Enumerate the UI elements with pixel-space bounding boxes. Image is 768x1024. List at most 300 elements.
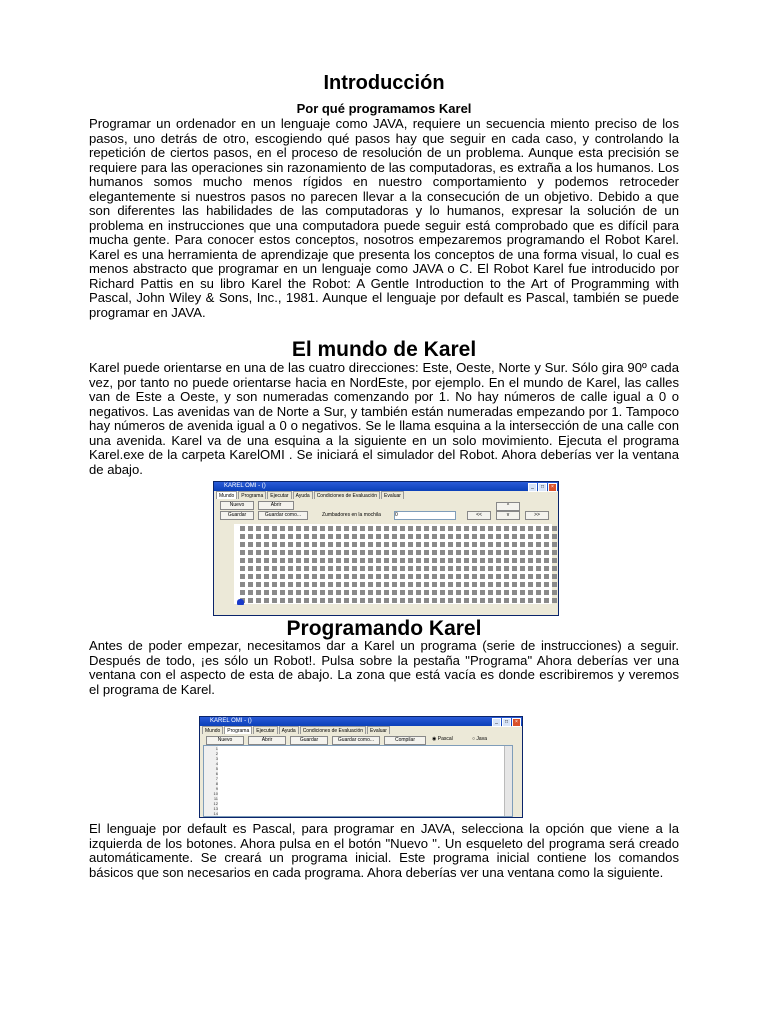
grid-corner [512,574,517,579]
grid-corner [328,526,333,531]
window-title-2: KAREL OMI - () [210,718,252,724]
grid-corner [392,534,397,539]
grid-corner [240,574,245,579]
grid-corner [512,566,517,571]
grid-corner [264,542,269,547]
grid-corner [440,574,445,579]
grid-corner [264,582,269,587]
grid-corner [280,534,285,539]
minimize-icon[interactable]: _ [492,718,501,727]
grid-corner [288,550,293,555]
grid-corner [320,582,325,587]
grid-corner [456,526,461,531]
grid-corner [360,558,365,563]
grid-corner [448,526,453,531]
grid-corner [408,542,413,547]
grid-corner [432,590,437,595]
tab-programa-2[interactable]: Programa [224,726,252,734]
grid-corner [272,566,277,571]
grid-corner [416,566,421,571]
grid-corner [296,550,301,555]
grid-corner [344,558,349,563]
grid-corner [392,598,397,603]
grid-corner [520,550,525,555]
grid-corner [440,542,445,547]
grid-corner [504,574,509,579]
grid-corner [280,566,285,571]
grid-corner [480,526,485,531]
program-toolbar [200,735,522,744]
grid-corner [272,582,277,587]
java-radio[interactable]: ○ Java [472,736,487,742]
next-button[interactable]: >> [525,511,549,520]
grid-corner [448,582,453,587]
up-button[interactable]: ^ [496,502,520,511]
grid-corner [376,550,381,555]
line-number: 7 [215,776,218,781]
line-number: 11 [213,796,218,801]
grid-corner [536,550,541,555]
tab-ejecutar-2[interactable]: Ejecutar [253,726,277,734]
grid-corner [464,526,469,531]
grid-corner [544,534,549,539]
grid-corner [280,598,285,603]
grid-corner [448,566,453,571]
close-icon[interactable]: × [512,718,521,727]
grid-corner [400,598,405,603]
grid-corner [440,582,445,587]
grid-corner [504,590,509,595]
grid-corner [504,534,509,539]
grid-corner [496,534,501,539]
close-icon[interactable]: × [548,483,557,492]
grid-corner [512,534,517,539]
grid-corner [448,598,453,603]
grid-corner [272,526,277,531]
grid-corner [416,574,421,579]
grid-corner [248,534,253,539]
grid-corner [344,550,349,555]
guardar-como-button-2[interactable]: Guardar como... [332,736,380,745]
tab-condiciones[interactable]: Condiciones de Evaluación [314,491,380,499]
grid-corner [368,542,373,547]
grid-corner [320,558,325,563]
grid-corner [280,582,285,587]
grid-corner [472,534,477,539]
grid-corner [384,566,389,571]
grid-corner [240,526,245,531]
grid-corner [320,534,325,539]
grid-corner [536,574,541,579]
grid-corner [336,582,341,587]
grid-corner [264,566,269,571]
grid-corner [408,582,413,587]
prev-button[interactable]: << [467,511,491,520]
grid-corner [424,542,429,547]
grid-corner [280,526,285,531]
grid-corner [304,590,309,595]
section-title-introduccion: Introducción [323,72,445,94]
grid-corner [552,526,557,531]
grid-corner [296,558,301,563]
tab-condiciones-2[interactable]: Condiciones de Evaluación [300,726,366,734]
grid-corner [344,574,349,579]
grid-corner [336,534,341,539]
grid-corner [456,566,461,571]
window-title: KAREL OMI - () [224,483,266,489]
grid-corner [352,526,357,531]
grid-corner [288,534,293,539]
grid-corner [456,542,461,547]
maximize-icon[interactable]: □ [502,718,511,727]
grid-corner [472,566,477,571]
grid-corner [480,574,485,579]
maximize-icon[interactable]: □ [538,483,547,492]
tab-ayuda-2[interactable]: Ayuda [279,726,299,734]
grid-corner [528,550,533,555]
grid-corner [296,566,301,571]
grid-corner [520,526,525,531]
grid-corner [424,590,429,595]
grid-corner [280,550,285,555]
grid-corner [512,526,517,531]
grid-corner [528,598,533,603]
grid-corner [488,542,493,547]
abrir-button[interactable]: Abrir [258,501,294,510]
grid-corner [344,582,349,587]
grid-corner [360,574,365,579]
editor-scrollbar[interactable] [504,746,512,816]
grid-corner [368,534,373,539]
grid-corner [264,590,269,595]
grid-corner [376,542,381,547]
grid-corner [272,558,277,563]
grid-corner [424,550,429,555]
grid-corner [552,590,557,595]
grid-corner [256,590,261,595]
grid-corner [240,582,245,587]
grid-corner [424,534,429,539]
grid-corner [328,582,333,587]
grid-corner [488,590,493,595]
minimize-icon[interactable]: _ [528,483,537,492]
grid-corner [352,550,357,555]
tab-programa[interactable]: Programa [238,491,266,499]
line-number: 4 [215,761,218,766]
grid-corner [344,542,349,547]
grid-corner [552,582,557,587]
grid-corner [456,574,461,579]
grid-corner [264,574,269,579]
grid-corner [256,526,261,531]
paragraph-programando-2: El lenguaje por default es Pascal, para programar en JAVA, selecciona la opción que viene a la izquierda de los botones. Ahora pulsa en el botón "Nuevo ". Un esqueleto del programa será creado automáticamente. Se creará un programa inicial. Este programa inicial contiene los comandos básicos que son necesarios en cada programa. Ahora deberías ver una ventana como la siguiente. [89,821,679,880]
grid-corner [248,550,253,555]
grid-corner [272,598,277,603]
grid-corner [328,598,333,603]
grid-corner [272,534,277,539]
grid-corner [416,542,421,547]
grid-corner [240,590,245,595]
grid-corner [272,590,277,595]
grid-corner [432,526,437,531]
grid-corner [384,526,389,531]
grid-corner [296,534,301,539]
grid-corner [400,558,405,563]
tab-evaluar[interactable]: Evaluar [381,491,404,499]
grid-corner [288,598,293,603]
grid-corner [512,550,517,555]
grid-corner [536,542,541,547]
grid-corner [472,598,477,603]
grid-corner [344,598,349,603]
world-grid[interactable] [234,524,552,604]
grid-corner [456,558,461,563]
paragraph-mundo: Karel puede orientarse en una de las cuatro direcciones: Este, Oeste, Norte y Sur. Sólo gira 90º cada vez, por tanto no puede orientarse hacia en NordEste, por ejemplo. En el mundo de Karel, las calles van de Este a Oeste, y son numeradas comenzando por 1. No hay números de calle igual a 0 o negativos. Las avenidas van de Norte a Sur, y también están numeradas empezando por 1. Tampoco hay números de avenida igual a 0 o negativos. Se le llama esquina a la intersección de una calle con una avenida. Karel va de una esquina a la siguiente en un solo movimiento. Ejecuta el programa Karel.exe de la carpeta KarelOMI . Se iniciará el simulador del Robot. Ahora deberías ver la ventana de abajo. [89,360,679,477]
grid-corner [336,566,341,571]
grid-corner [336,526,341,531]
grid-corner [384,558,389,563]
grid-corner [296,526,301,531]
grid-corner [336,574,341,579]
grid-corner [448,558,453,563]
grid-corner [400,574,405,579]
grid-corner [352,590,357,595]
grid-corner [320,574,325,579]
abrir-button-2[interactable]: Abrir [248,736,286,745]
grid-corner [512,558,517,563]
grid-corner [328,534,333,539]
grid-corner [496,598,501,603]
grid-corner [256,598,261,603]
grid-corner [256,550,261,555]
grid-corner [520,598,525,603]
grid-corner [296,582,301,587]
grid-corner [464,542,469,547]
grid-corner [408,590,413,595]
grid-corner [480,534,485,539]
grid-corner [472,590,477,595]
grid-corner [328,558,333,563]
grid-corner [320,590,325,595]
grid-corner [376,598,381,603]
grid-corner [544,550,549,555]
grid-corner [432,566,437,571]
guardar-button-2[interactable]: Guardar [290,736,328,745]
grid-corner [344,534,349,539]
grid-corner [448,550,453,555]
grid-corner [392,574,397,579]
karel-program-screenshot [199,716,523,818]
grid-corner [520,590,525,595]
zumbadores-input[interactable]: 0 [394,511,456,520]
grid-corner [384,582,389,587]
grid-corner [448,534,453,539]
grid-corner [536,558,541,563]
grid-corner [288,526,293,531]
grid-corner [392,558,397,563]
grid-corner [248,582,253,587]
grid-corner [320,566,325,571]
grid-corner [504,526,509,531]
grid-corner [296,574,301,579]
grid-corner [424,526,429,531]
grid-corner [408,574,413,579]
down-button[interactable]: v [496,511,520,520]
grid-corner [536,534,541,539]
grid-corner [480,550,485,555]
grid-corner [464,574,469,579]
grid-corner [528,566,533,571]
grid-corner [384,598,389,603]
tab-ayuda[interactable]: Ayuda [293,491,313,499]
grid-corner [312,590,317,595]
grid-corner [312,550,317,555]
grid-corner [376,574,381,579]
line-number: 10 [213,791,218,796]
grid-corner [264,558,269,563]
line-number: 8 [215,781,218,786]
grid-corner [472,582,477,587]
grid-corner [544,574,549,579]
grid-corner [336,598,341,603]
grid-corner [344,566,349,571]
grid-corner [408,558,413,563]
grid-corner [496,582,501,587]
paragraph-programando: Antes de poder empezar, necesitamos dar a Karel un programa (serie de instrucciones) a seguir. Después de todo, ¡es sólo un Robot!. Pulsa sobre la pestaña "Programa" Ahora deberías ver una ventana con el aspecto de esta de abajo. La zona que está vacía es donde escribiremos y veremos el programa de Karel. [89,638,679,697]
grid-corner [312,542,317,547]
karel-world-screenshot [213,481,559,616]
guardar-button[interactable]: Guardar [220,511,254,520]
nuevo-button-2[interactable]: Nuevo [206,736,244,745]
grid-corner [544,542,549,547]
grid-corner [248,566,253,571]
line-number: 1 [215,746,218,751]
grid-corner [544,558,549,563]
grid-corner [336,590,341,595]
grid-corner [464,566,469,571]
grid-corner [440,534,445,539]
grid-corner [352,574,357,579]
grid-corner [240,534,245,539]
grid-corner [504,558,509,563]
grid-corner [408,550,413,555]
grid-corner [240,542,245,547]
grid-corner [352,558,357,563]
grid-corner [416,582,421,587]
tab-mundo[interactable]: Mundo [216,491,237,499]
grid-corner [320,550,325,555]
grid-corner [304,566,309,571]
grid-corner [248,558,253,563]
grid-corner [552,598,557,603]
grid-corner [528,526,533,531]
tab-ejecutar[interactable]: Ejecutar [267,491,291,499]
grid-corner [424,558,429,563]
grid-corner [416,590,421,595]
guardar-como-button[interactable]: Guardar como... [258,511,308,520]
grid-corner [272,550,277,555]
line-number: 6 [215,771,218,776]
grid-corner [312,534,317,539]
grid-corner [440,526,445,531]
grid-corner [400,526,405,531]
line-number: 9 [215,786,218,791]
grid-corner [496,550,501,555]
section-title-programando: Programando Karel [286,617,482,640]
grid-corner [432,542,437,547]
line-number: 12 [213,801,218,806]
grid-corner [264,550,269,555]
grid-corner [384,590,389,595]
grid-corner [304,598,309,603]
grid-corner [400,550,405,555]
window-titlebar-2 [200,717,522,726]
grid-corner [432,582,437,587]
compilar-button[interactable]: Compilar [384,736,426,745]
grid-corner [328,574,333,579]
grid-corner [424,598,429,603]
grid-corner [400,582,405,587]
grid-corner [552,558,557,563]
grid-corner [368,598,373,603]
grid-corner [384,534,389,539]
subtitle-por-que: Por qué programamos Karel [296,101,472,116]
grid-corner [536,598,541,603]
grid-corner [400,542,405,547]
grid-corner [384,542,389,547]
program-editor[interactable] [203,745,513,817]
grid-corner [504,550,509,555]
section-title-mundo: El mundo de Karel [291,338,477,361]
grid-corner [304,550,309,555]
tab-mundo-2[interactable]: Mundo [202,726,223,734]
grid-corner [504,598,509,603]
grid-corner [304,534,309,539]
grid-corner [296,590,301,595]
grid-corner [360,550,365,555]
tab-evaluar-2[interactable]: Evaluar [367,726,390,734]
grid-corner [416,526,421,531]
grid-corner [280,558,285,563]
grid-corner [472,550,477,555]
grid-corner [256,534,261,539]
grid-corner [488,598,493,603]
grid-corner [400,590,405,595]
grid-corner [416,558,421,563]
grid-corner [464,558,469,563]
nuevo-button[interactable]: Nuevo [220,501,254,510]
grid-corner [488,566,493,571]
grid-corner [248,542,253,547]
grid-corner [288,590,293,595]
grid-corner [496,558,501,563]
grid-corner [440,590,445,595]
grid-corner [544,566,549,571]
grid-corner [472,574,477,579]
grid-corner [240,558,245,563]
grid-corner [304,526,309,531]
grid-corner [320,542,325,547]
grid-corner [456,590,461,595]
grid-corner [440,558,445,563]
grid-corner [344,590,349,595]
pascal-radio[interactable]: ◉ Pascal [432,736,453,742]
grid-corner [328,566,333,571]
grid-corner [352,566,357,571]
line-number: 2 [215,751,218,756]
grid-corner [552,574,557,579]
grid-corner [528,590,533,595]
